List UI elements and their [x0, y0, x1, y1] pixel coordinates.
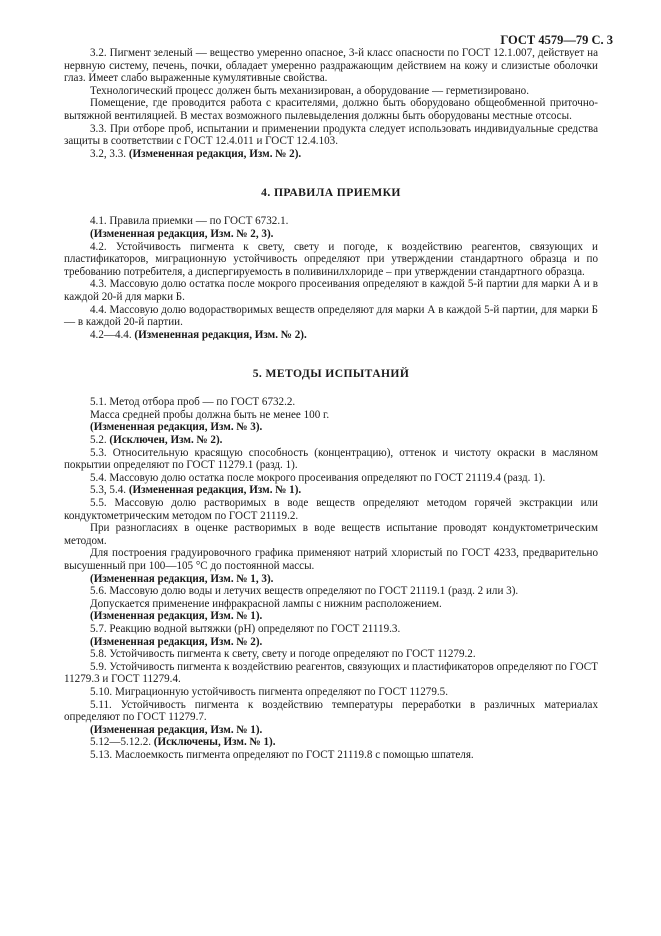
- section-title-4: 4. ПРАВИЛА ПРИЕМКИ: [261, 186, 401, 200]
- revision-ref: 3.2, 3.3.: [90, 147, 127, 160]
- paragraph-4-2: 4.2. Устойчивость пигмента к свету, свету и погоде, к воздействию реагентов, связующих и пластификаторов, миграционную устойчивость определяют при утверждении стандартного образца и по требованию потребителя, а диспергируемость в поливинилхлориде – при утверждении стандартного образца.: [64, 240, 598, 278]
- document-body: [64, 47, 598, 762]
- paragraph-5-7: 5.7. Реакцию водной вытяжки (pH) определяют по ГОСТ 21119.3.: [90, 622, 401, 635]
- paragraph-3-2: 3.2. Пигмент зеленый — вещество умеренно опасное, 3-й класс опасности по ГОСТ 12.1.007, действует на нервную систему, печень, почки, обладает умеренно раздражающим действием на кожу и слизистые оболочки глаз. Имеет слабо выраженные кумулятивные свойства.: [64, 47, 598, 85]
- revision-note: (Измененная редакция, Изм. № 2).: [90, 635, 263, 648]
- paragraph-5-10: 5.10. Миграционную устойчивость пигмента определяют по ГОСТ 11279.5.: [90, 685, 448, 698]
- paragraph-3-3: 3.3. При отборе проб, испытании и применении продукта следует использовать индивидуальные средства защиты в соответствии с ГОСТ 12.4.011 и ГОСТ 12.4.103.: [64, 122, 598, 148]
- paragraph-5-12: [64, 736, 598, 749]
- paragraph-5-2: [64, 434, 598, 447]
- revision-note: (Измененная редакция, Изм. № 3).: [90, 421, 263, 434]
- revision-note: (Измененная редакция, Изм. № 1).: [90, 610, 263, 623]
- revision-note: (Измененная редакция, Изм. № 2).: [128, 147, 302, 160]
- paragraph-4-3: 4.3. Массовую долю остатка после мокрого просеивания определяют в каждой 5-й партии для марки А и в каждой 20-й для марки Б.: [64, 278, 598, 303]
- revision-note: (Измененная редакция, Изм. № 2).: [134, 328, 307, 341]
- paragraph-4-4: 4.4. Массовую долю водорастворимых веществ определяют для марки А в каждой 5-й партии, для марки Б — в каждой 20-й партии.: [64, 303, 598, 329]
- revision-note: (Измененная редакция, Изм. № 1).: [90, 723, 263, 736]
- paragraph-ventilation: Помещение, где проводится работа с красителями, должно быть оборудовано общеобменной приточно-вытяжной вентиляцией. В местах возможного пылевыделения должны быть оборудованы местные отсосы.: [64, 97, 598, 122]
- paragraph-revision-5-3: [64, 484, 598, 497]
- revision-note: (Измененная редакция, Изм. № 2, 3).: [90, 227, 274, 240]
- paragraph-5-8: 5.8. Устойчивость пигмента к свету, свету и погоде определяют по ГОСТ 11279.2.: [90, 648, 476, 661]
- paragraph-4-1: 4.1. Правила приемки — по ГОСТ 6732.1.: [90, 215, 289, 228]
- paragraph-5-1: 5.1. Метод отбора проб — по ГОСТ 6732.2.: [90, 396, 296, 409]
- paragraph-process: Технологический процесс должен быть механизирован, а оборудование — герметизировано.: [90, 84, 529, 97]
- paragraph-5-9: 5.9. Устойчивость пигмента к воздействию реагентов, связующих и пластификаторов определяют по ГОСТ 11279.3 и ГОСТ 11279.4.: [64, 660, 598, 686]
- revision-ref: 5.12—5.12.2.: [90, 736, 152, 749]
- revision-note: (Измененная редакция, Изм. № 1, 3).: [90, 572, 274, 585]
- page-header: ГОСТ 4579—79 С. 3: [500, 33, 613, 47]
- paragraph-5-3: 5.3. Относительную красящую способность (концентрацию), оттенок и чистоту окраски в масляном покрытии определяют по ГОСТ 11279.1 (разд. 1).: [64, 446, 598, 472]
- paragraph-disagreement: При разногласиях в оценке растворимых в воде веществ испытание проводят кондуктометрическим методом.: [64, 522, 598, 547]
- revision-note: (Исключены, Изм. № 1).: [153, 736, 276, 749]
- paragraph-sample-mass: Масса средней пробы должна быть не менее 100 г.: [90, 408, 330, 421]
- section-title-5: 5. МЕТОДЫ ИСПЫТАНИЙ: [252, 367, 410, 381]
- paragraph-5-13: 5.13. Маслоемкость пигмента определяют по ГОСТ 21119.8 с помощью шпателя.: [90, 748, 474, 761]
- paragraph-5-4: 5.4. Массовую долю остатка после мокрого просеивания определяют по ГОСТ 21119.4 (разд. 1).: [90, 471, 546, 484]
- revision-note: (Измененная редакция, Изм. № 1).: [128, 484, 302, 497]
- paragraph-5-6: 5.6. Массовую долю воды и летучих веществ определяют по ГОСТ 21119.1 (разд. 2 или 3).: [90, 585, 519, 598]
- paragraph-calibration: Для построения градуировочного графика применяют натрий хлористый по ГОСТ 4233, предварительно высушенный при 100—105 °С до постоянной массы.: [64, 547, 598, 572]
- revision-ref: 5.3, 5.4.: [90, 484, 127, 497]
- revision-ref: 5.2.: [90, 434, 107, 447]
- paragraph-5-5: 5.5. Массовую долю растворимых в воде веществ определяют методом горячей экстракции или кондуктометрическим методом по ГОСТ 21119.2.: [64, 497, 598, 522]
- revision-note: (Исключен, Изм. № 2).: [109, 434, 223, 447]
- revision-ref: 4.2—4.4.: [90, 328, 132, 341]
- paragraph-revision-4: [64, 329, 598, 342]
- paragraph-5-11: 5.11. Устойчивость пигмента к воздействию температуры переработки в различных материалах определяют по ГОСТ 11279.7.: [64, 698, 598, 724]
- paragraph-revision-3: [64, 148, 598, 161]
- paragraph-infrared: Допускается применение инфракрасной лампы с нижним расположением.: [90, 597, 442, 610]
